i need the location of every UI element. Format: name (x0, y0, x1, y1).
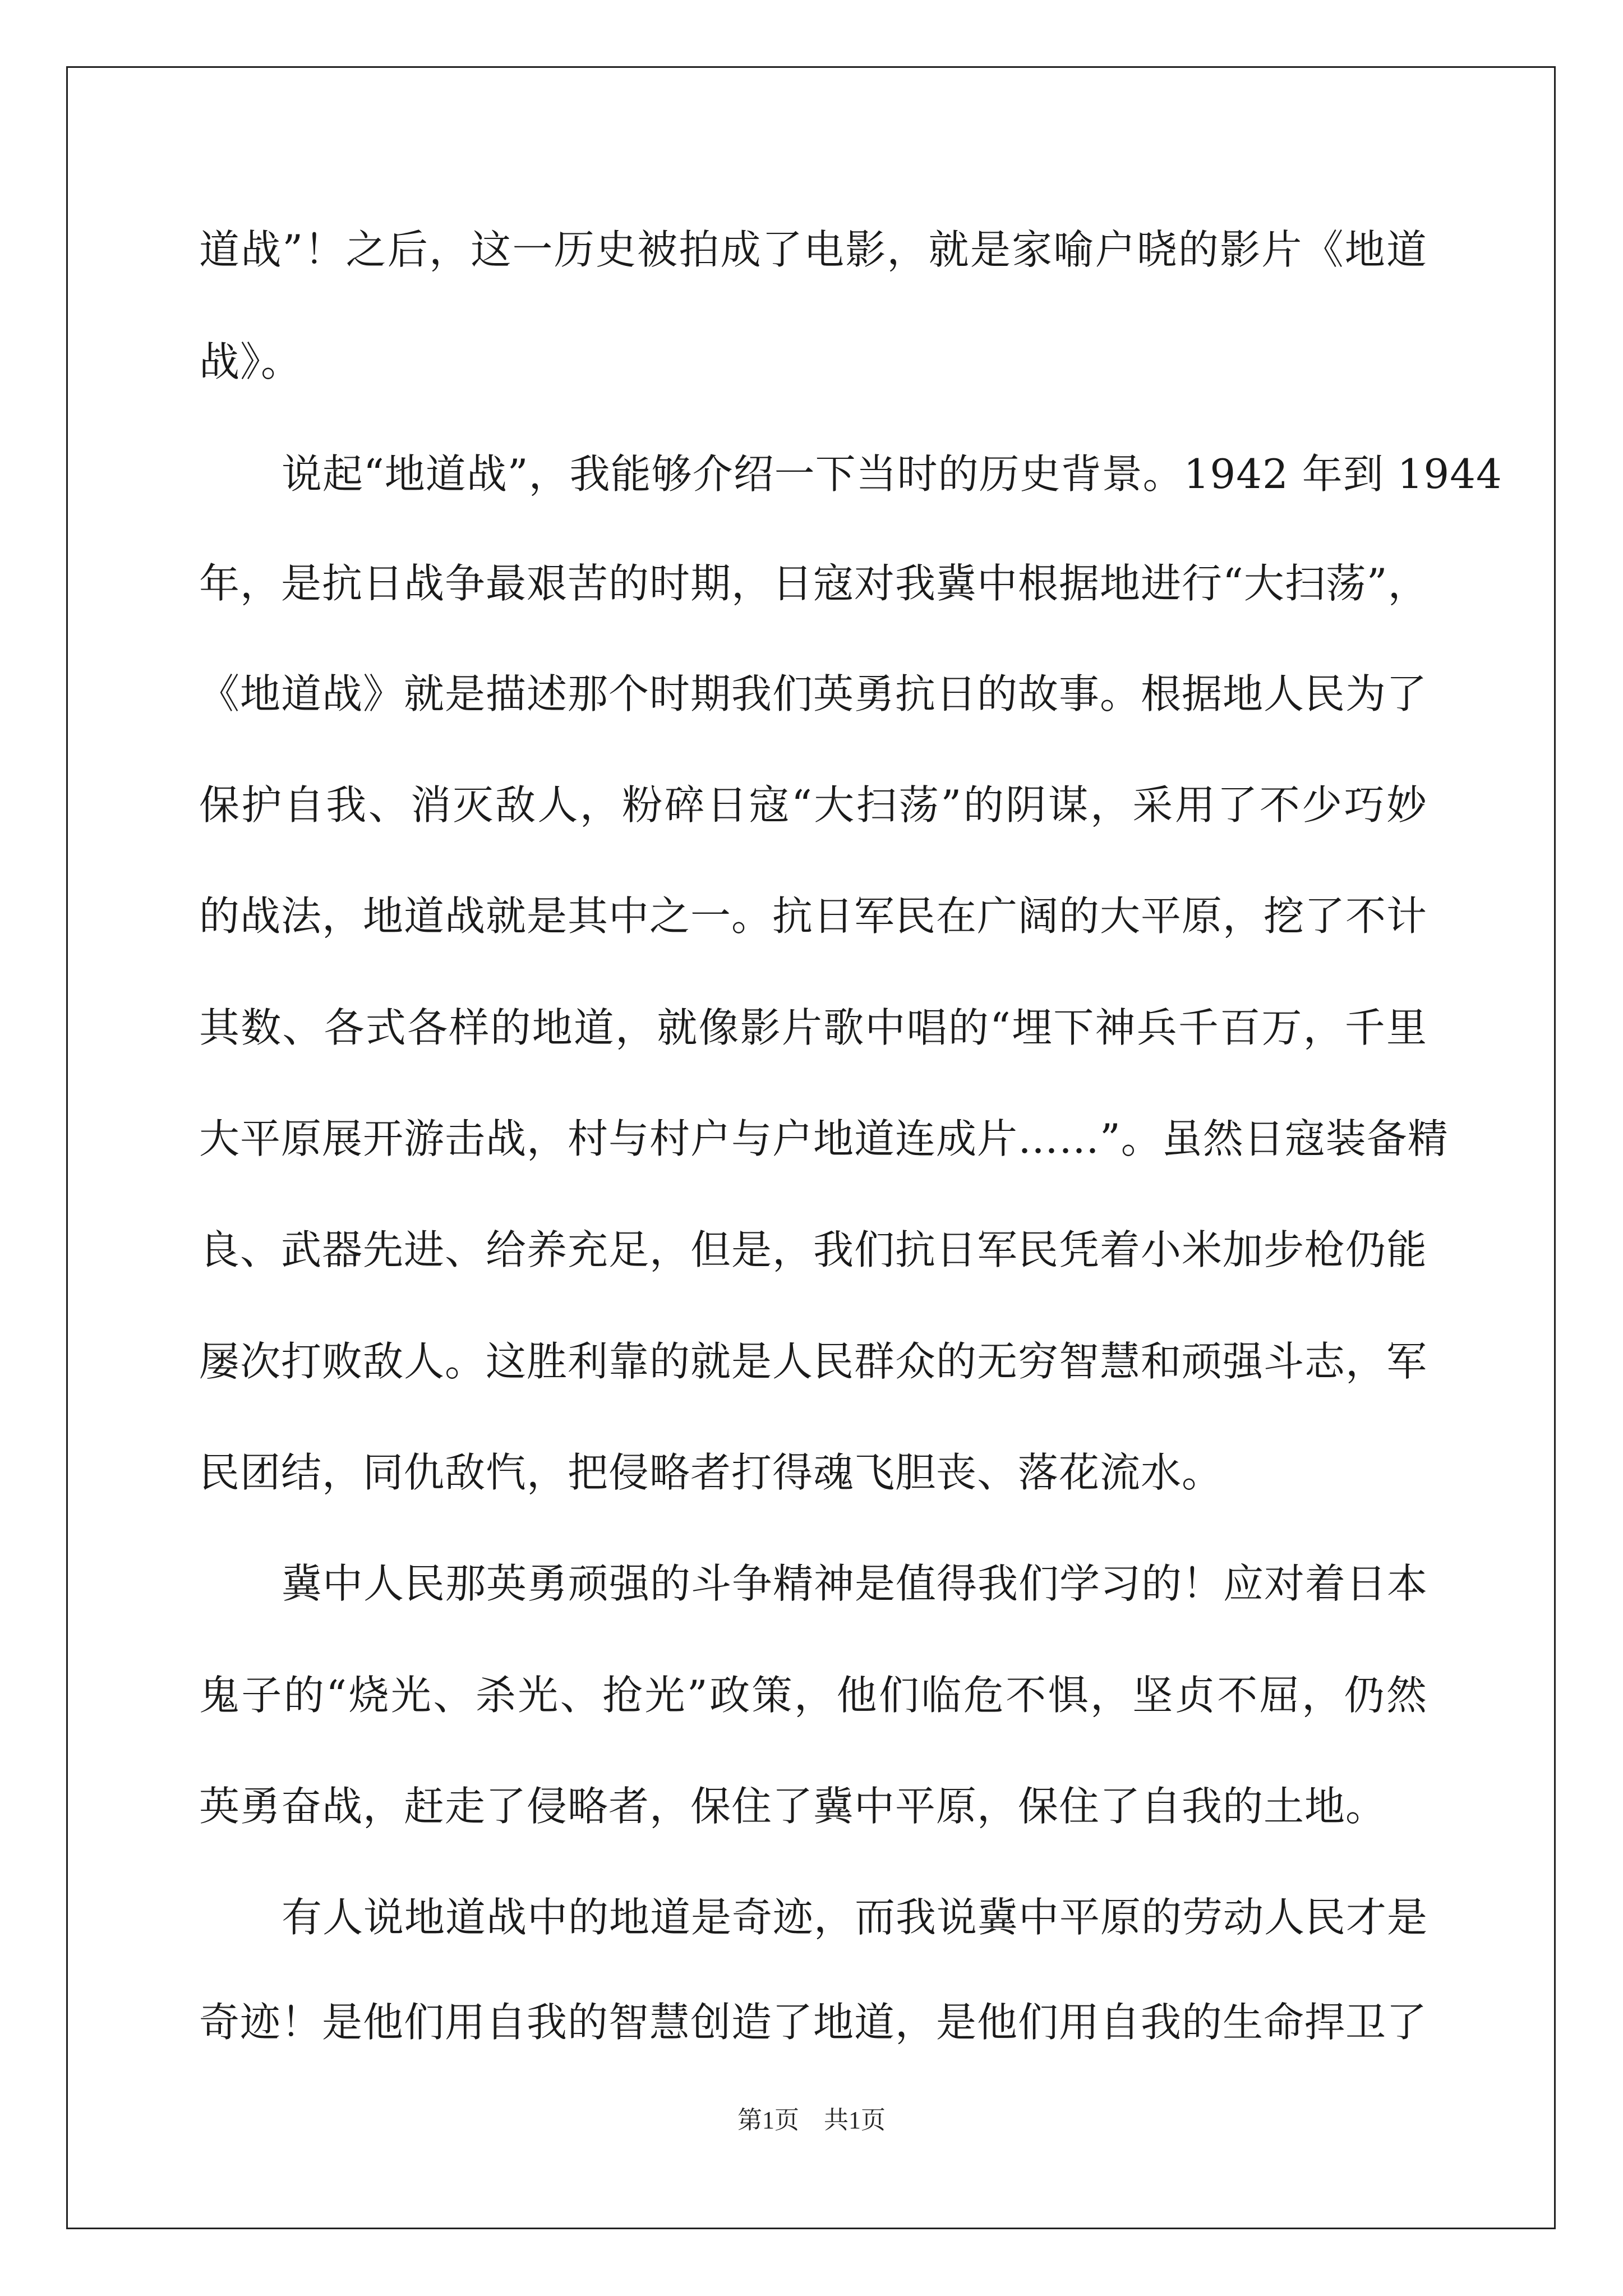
text-line: 战》。 (199, 338, 302, 385)
paragraph-start-line: 有人说地道战中的地道是奇迹，而我说冀中平原的劳动人民才是 (282, 1894, 1428, 1941)
paragraph-start-line: 冀中人民那英勇顽强的斗争精神是值得我们学习的！应对着日本 (282, 1560, 1428, 1607)
text-line: 年，是抗日战争最艰苦的时期，日寇对我冀中根据地进行“大扫荡”， (199, 560, 1429, 607)
text-line: 良、武器先进、给养充足，但是，我们抗日军民凭着小米加步枪仍能 (199, 1226, 1428, 1273)
text-line: 鬼子的“烧光、杀光、抢光”政策，他们临危不惧，坚贞不屈，仍然 (199, 1672, 1427, 1719)
text-line: 其数、各式各样的地道，就像影片歌中唱的“埋下神兵千百万，千里 (199, 1004, 1427, 1051)
text-line: 奇迹！是他们用自我的智慧创造了地道，是他们用自我的生命捍卫了 (199, 1999, 1428, 2046)
text-line: 《地道战》就是描述那个时期我们英勇抗日的故事。根据地人民为了 (199, 670, 1428, 717)
text-line: 道战”！之后，这一历史被拍成了电影，就是家喻户晓的影片《地道 (199, 226, 1427, 273)
text-line: 民团结，同仇敌忾，把侵略者打得魂飞胆丧、落花流水。 (199, 1449, 1223, 1496)
text-line: 大平原展开游击战，村与村户与户地道连成片……”。虽然日寇装备精 (199, 1115, 1449, 1162)
text-line: 的战法，地道战就是其中之一。抗日军民在广阔的大平原，挖了不计 (199, 892, 1428, 940)
paragraph-start-line: 说起“地道战”，我能够介绍一下当时的历史背景。1942 年到 1944 (282, 450, 1502, 498)
text-line: 保护自我、消灭敌人，粉碎日寇“大扫荡”的阴谋，采用了不少巧妙 (199, 781, 1427, 829)
text-line: 屡次打败敌人。这胜利靠的就是人民群众的无穷智慧和顽强斗志，军 (199, 1338, 1428, 1385)
text-line: 英勇奋战，赶走了侵略者，保住了冀中平原，保住了自我的土地。 (199, 1783, 1387, 1830)
page-number-footer: 第1页 共1页 (737, 2106, 886, 2134)
